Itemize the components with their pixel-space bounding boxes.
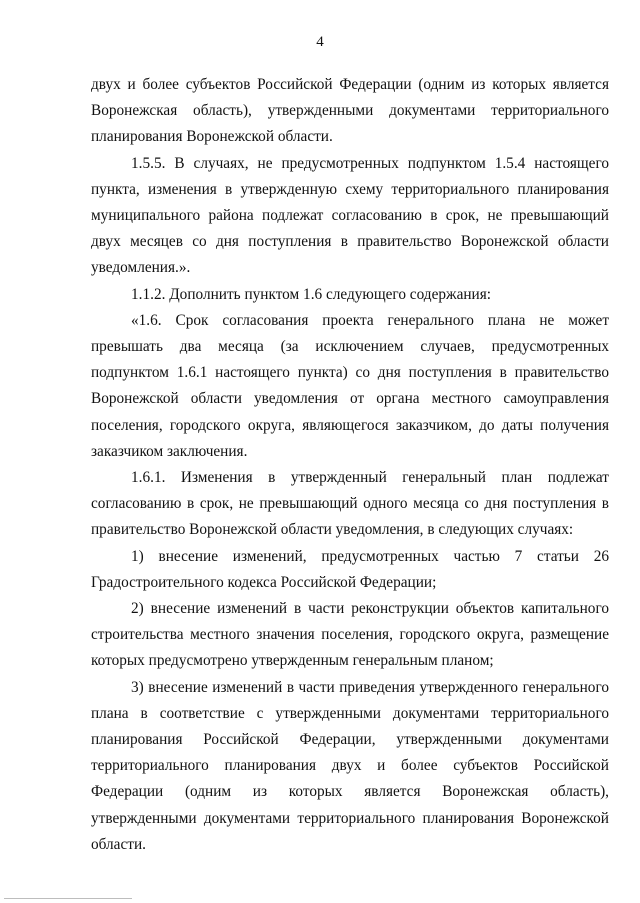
list-item-2: 2) внесение изменений в части реконструкции объектов капитального строительства местного значения поселения, городского округа, размещение которых предусмотрено утвержденным генеральным планом;: [91, 600, 609, 670]
paragraph-continuation: двух и более субъектов Российской Федерации (одним из которых является Воронежская область), утвержденными документами территориального планирования Воронежской области.: [91, 76, 609, 146]
paragraph-1-1-2: 1.1.2. Дополнить пунктом 1.6 следующего содержания:: [131, 285, 492, 303]
paragraph-1-5-5: 1.5.5. В случаях, не предусмотренных подпунктом 1.5.4 настоящего пункта, изменения в утвержденную схему территориального планирования муниципального района подлежат согласованию в срок, не превышающий двух месяцев со дня поступления в правительство Воронежской области уведомления.».: [91, 154, 609, 277]
paragraph-1-6-1: 1.6.1. Изменения в утвержденный генеральный план подлежат согласованию в срок, не превышающий одного месяца со дня поступления в правительство Воронежской области уведомления, в следующих случаях:: [91, 469, 609, 539]
footer-rule: [4, 898, 132, 899]
paragraph-1-6: «1.6. Срок согласования проекта генерального плана не может превышать два месяца (за исключением случаев, предусмотренных подпунктом 1.6.1 настоящего пункта) со дня поступления в правительство Воронежской области уведомления от органа местного самоуправления поселения, городского округа, являющегося заказчиком, до даты получения заказчиком заключения.: [91, 311, 609, 460]
list-item-1: 1) внесение изменений, предусмотренных частью 7 статьи 26 Градостроительного кодекса Российской Федерации;: [91, 547, 609, 591]
list-item-3: 3) внесение изменений в части приведения утвержденного генерального плана в соответствие с утвержденными документами территориального планирования Российской Федерации, утвержденными документами территориального планирования двух и более субъектов Российской Федерации (одним из которых является Воронежская область), утвержденными документами территориального планирования Воронежской области.: [91, 678, 609, 853]
page-number: 4: [316, 34, 324, 50]
document-body: [91, 72, 609, 858]
